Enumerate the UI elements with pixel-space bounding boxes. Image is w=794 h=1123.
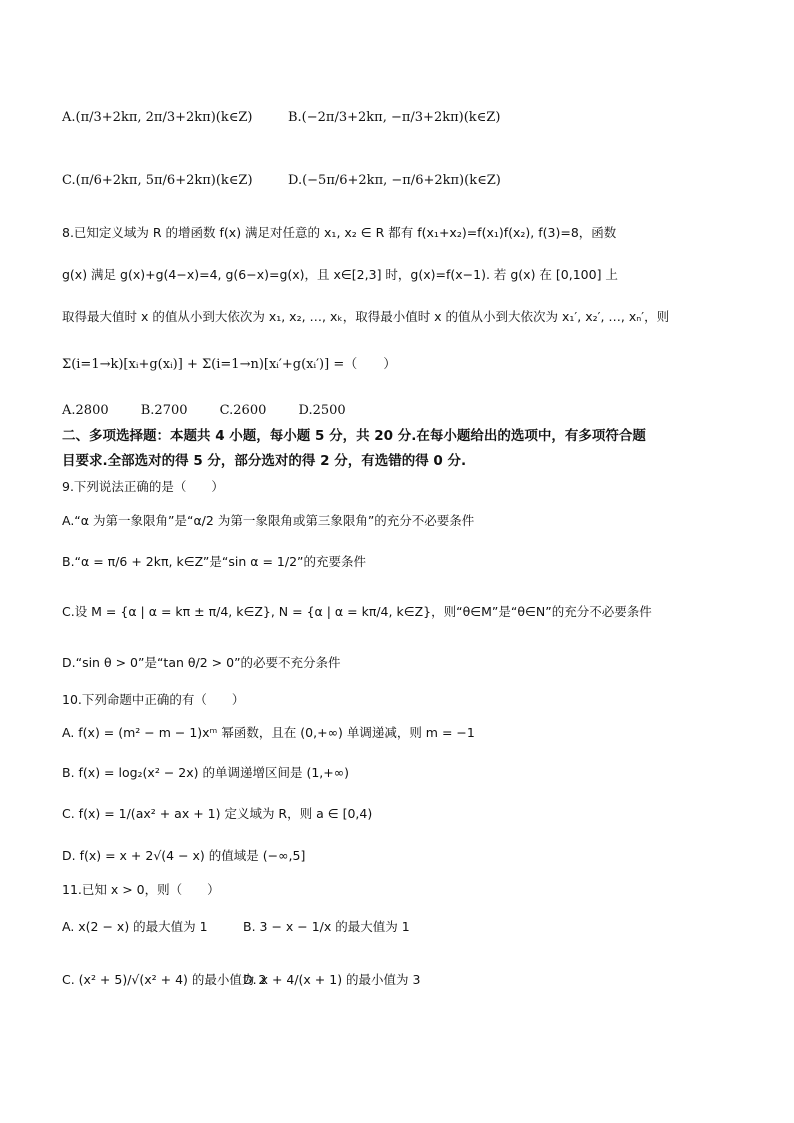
q11-option-b: B. 3 − x − 1/x 的最大值为 1 (243, 919, 410, 934)
q8-line-3: 取得最大值时 x 的值从小到大依次为 x₁, x₂, …, xₖ，取得最小值时 x 的值从小到大依次为 x₁′, x₂′, …, xₙ′，则 (62, 309, 670, 324)
q11-option-c: C. (x² + 5)/√(x² + 4) 的最小值为 2 (62, 972, 267, 987)
q9-option-b: B.“α = π/6 + 2kπ, k∈Z”是“sin α = 1/2”的充要条件 (62, 554, 367, 569)
q11-stem: 11.已知 x > 0，则（ ） (62, 882, 220, 897)
q10-stem: 10.下列命题中正确的有（ ） (62, 692, 245, 707)
q7-option-a: A.(π/3+2kπ, 2π/3+2kπ)(k∈Z) (62, 110, 253, 125)
q8-options (62, 404, 374, 417)
section-2-heading-line-1: 二、多项选择题：本题共 4 小题，每小题 5 分，共 20 分.在每小题给出的选项中，有多项符合题 (62, 428, 646, 444)
q10-option-c: C. f(x) = 1/(ax² + ax + 1) 定义域为 R，则 a ∈ [0,4) (62, 806, 373, 821)
q8-option-b: B.2700 (140, 403, 188, 418)
q10-option-b: B. f(x) = log₂(x² − 2x) 的单调递增区间是 (1,+∞) (62, 765, 350, 780)
q9-option-d: D.“sin θ > 0”是“tan θ/2 > 0”的必要不充分条件 (62, 655, 341, 670)
q7-option-d: D.(−5π/6+2kπ, −π/6+2kπ)(k∈Z) (288, 173, 501, 188)
q11-option-d: D. x + 4/(x + 1) 的最小值为 3 (243, 972, 421, 987)
q10-option-a: A. f(x) = (m² − m − 1)xᵐ 幂函数，且在 (0,+∞) 单调递减，则 m = −1 (62, 725, 475, 740)
q9-option-a: A.“α 为第一象限角”是“α/2 为第一象限角或第三象限角”的充分不必要条件 (62, 513, 475, 528)
q8-option-a: A.2800 (62, 403, 109, 418)
q7-option-c: C.(π/6+2kπ, 5π/6+2kπ)(k∈Z) (62, 173, 253, 188)
q7-option-b: B.(−2π/3+2kπ, −π/3+2kπ)(k∈Z) (288, 110, 501, 125)
q8-line-2: g(x) 满足 g(x)+g(4−x)=4, g(6−x)=g(x)，且 x∈[2,3] 时，g(x)=f(x−1). 若 g(x) 在 [0,100] 上 (62, 267, 618, 282)
q9-option-c: C.设 M = {α | α = kπ ± π/4, k∈Z}, N = {α | α = kπ/4, k∈Z}，则“θ∈M”是“θ∈N”的充分不必要条件 (62, 604, 652, 619)
q8-option-c: C.2600 (219, 403, 267, 418)
q9-stem: 9.下列说法正确的是（ ） (62, 479, 224, 494)
q8-option-d: D.2500 (298, 403, 346, 418)
q10-option-d: D. f(x) = x + 2√(4 − x) 的值域是 (−∞,5] (62, 848, 306, 863)
q8-line-1: 8.已知定义域为 R 的增函数 f(x) 满足对任意的 x₁, x₂ ∈ R 都有 f(x₁+x₂)=f(x₁)f(x₂), f(3)=8，函数 (62, 225, 617, 240)
q11-option-a: A. x(2 − x) 的最大值为 1 (62, 919, 208, 934)
q8-summation-expression: Σ(i=1→k)[xᵢ+g(xᵢ)] + Σ(i=1→n)[xᵢ′+g(xᵢ′)] =（ ） (62, 357, 397, 372)
section-2-heading-line-2: 目要求.全部选对的得 5 分，部分选对的得 2 分，有选错的得 0 分. (62, 453, 467, 469)
